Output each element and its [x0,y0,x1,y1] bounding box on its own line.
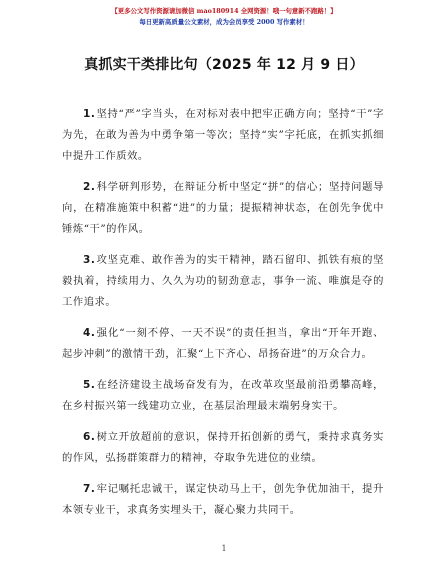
paragraph-number: 1. [83,108,96,120]
page-number: 1 [221,544,227,553]
paragraph-text: 攻坚克难、敢作善为的实干精神，踏石留印、抓铁有痕的坚毅执着，持续用力、久久为功的韧劲意志，事争一流、唯旗是夺的工作追求。 [62,254,384,308]
paragraph-3 [62,250,384,313]
header-banner-line1: 【更多公文写作资源请加微信 mao180914 全网资源！哦一句意新不跑路！】 [111,7,337,15]
paragraph-7 [62,479,384,521]
paragraph-1 [62,104,384,167]
document-body [62,104,384,531]
paragraph-text: 强化“一刻不停、一天不误”的责任担当，拿出“开年开跑、起步冲刺”的激情干劲，汇聚“上下齐心、昂扬奋进”的万众合力。 [62,327,384,360]
header-banner-line2: 每日更新高质量公文素材，成为会员享受 2000 写作素材！ [139,18,309,26]
paragraph-text: 树立开放超前的意识，保持开拓创新的勇气，秉持求真务实的作风，弘扬群策群力的精神，夺取争先进位的业绩。 [62,431,384,464]
paragraph-text: 科学研判形势，在辩证分析中坚定“拼”的信心；坚持问题导向，在精准施策中积蓄“进”的力量；提振精神状态，在创先争优中锤炼“干”的作风。 [62,181,384,235]
paragraph-number: 4. [83,327,96,339]
paragraph-5 [62,375,384,417]
paragraph-text: 在经济建设主战场奋发有为，在改革攻坚最前沿勇攀高峰，在乡村振兴第一线建功立业，在基层治理最末端躬身实干。 [62,379,384,412]
paragraph-number: 5. [83,379,96,391]
paragraph-text: 牢记嘱托忠诚干，谋定快动马上干，创先争优加油干，提升本领专业干，求真务实埋头干，凝心聚力共同干。 [62,483,384,516]
paragraph-2 [62,177,384,240]
paragraph-4 [62,323,384,365]
paragraph-6 [62,427,384,469]
paragraph-number: 2. [83,181,96,193]
paragraph-number: 7. [83,483,96,495]
paragraph-number: 6. [83,431,96,443]
paragraph-number: 3. [83,254,96,266]
document-title: 真抓实干类排比句（2025 年 12 月 9 日） [84,57,364,73]
paragraph-text: 坚持“严”字当头，在对标对表中把牢正确方向；坚持“干”字为先，在敢为善为中勇争第一等次；坚持“实”字托底，在抓实抓细中提升工作质效。 [62,108,384,162]
header-banner [0,6,448,28]
